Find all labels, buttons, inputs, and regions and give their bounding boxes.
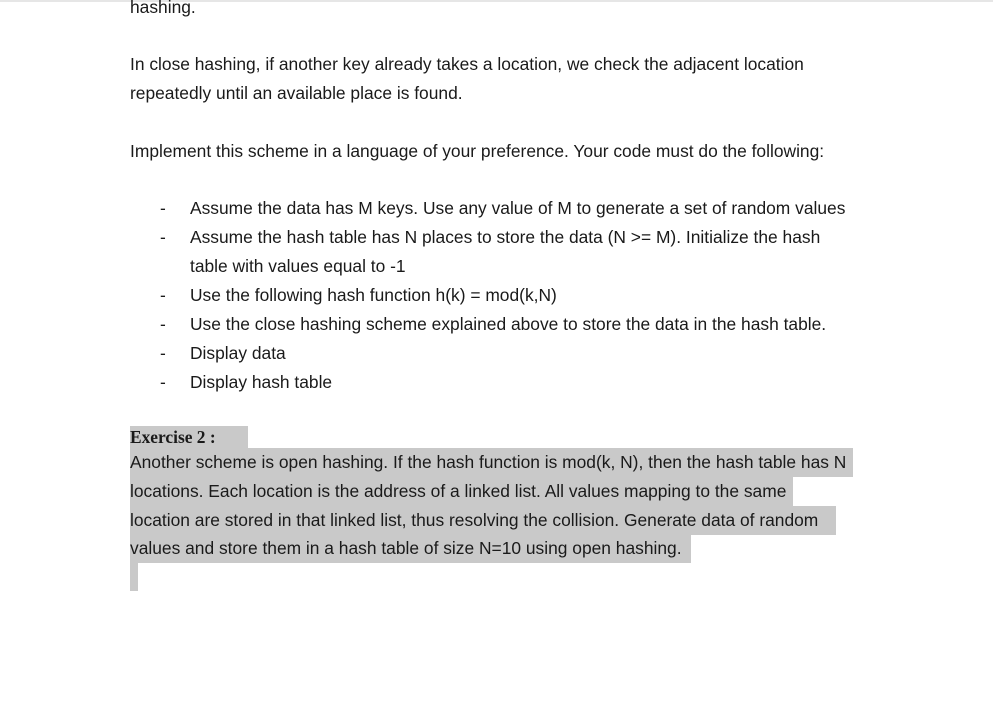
list-item-text: Display hash table	[190, 372, 333, 392]
list-item-text: Assume the hash table has N places to store the data (N >= M). Initialize the hash	[190, 227, 821, 247]
implement-instruction: Implement this scheme in a language of your preference. Your code must do the following:	[130, 141, 825, 161]
bullet-dash: -	[160, 198, 166, 218]
exercise-2-line-3: location are stored in that linked list, thus resolving the collision. Generate data of random	[130, 506, 836, 535]
bullet-dash: -	[160, 343, 166, 363]
list-item-text: Assume the data has M keys. Use any value of M to generate a set of random values	[190, 198, 846, 218]
list-item-text: Use the following hash function h(k) = mod(k,N)	[190, 285, 557, 305]
bullet-dash: -	[160, 372, 166, 392]
list-item	[130, 310, 845, 339]
list-item-text: Display data	[190, 343, 286, 363]
list-item	[130, 339, 845, 368]
list-item	[130, 194, 845, 223]
exercise-2-line-2: locations. Each location is the address of a linked list. All values mapping to the same	[130, 477, 793, 506]
list-item	[130, 368, 845, 397]
intro-tail-text: hashing.	[130, 0, 196, 17]
bullet-dash: -	[160, 314, 166, 334]
bullet-dash: -	[160, 227, 166, 247]
bullet-dash: -	[160, 285, 166, 305]
list-item-text-continued: table with values equal to -1	[190, 256, 406, 276]
requirements-list	[130, 194, 845, 397]
list-item	[130, 223, 845, 281]
close-hashing-line-1: In close hashing, if another key already takes a location, we check the adjacent location	[130, 54, 804, 74]
exercise-2-line-4: values and store them in a hash table of size N=10 using open hashing.	[130, 534, 691, 563]
list-item-text: Use the close hashing scheme explained above to store the data in the hash table.	[190, 314, 827, 334]
exercise-2-line-1: Another scheme is open hashing. If the hash function is mod(k, N), then the hash table has N	[130, 448, 853, 477]
selection-empty-line	[130, 563, 138, 591]
exercise-2-heading: Exercise 2 :	[130, 426, 248, 448]
list-item	[130, 281, 845, 310]
close-hashing-line-2: repeatedly until an available place is found.	[130, 83, 463, 103]
